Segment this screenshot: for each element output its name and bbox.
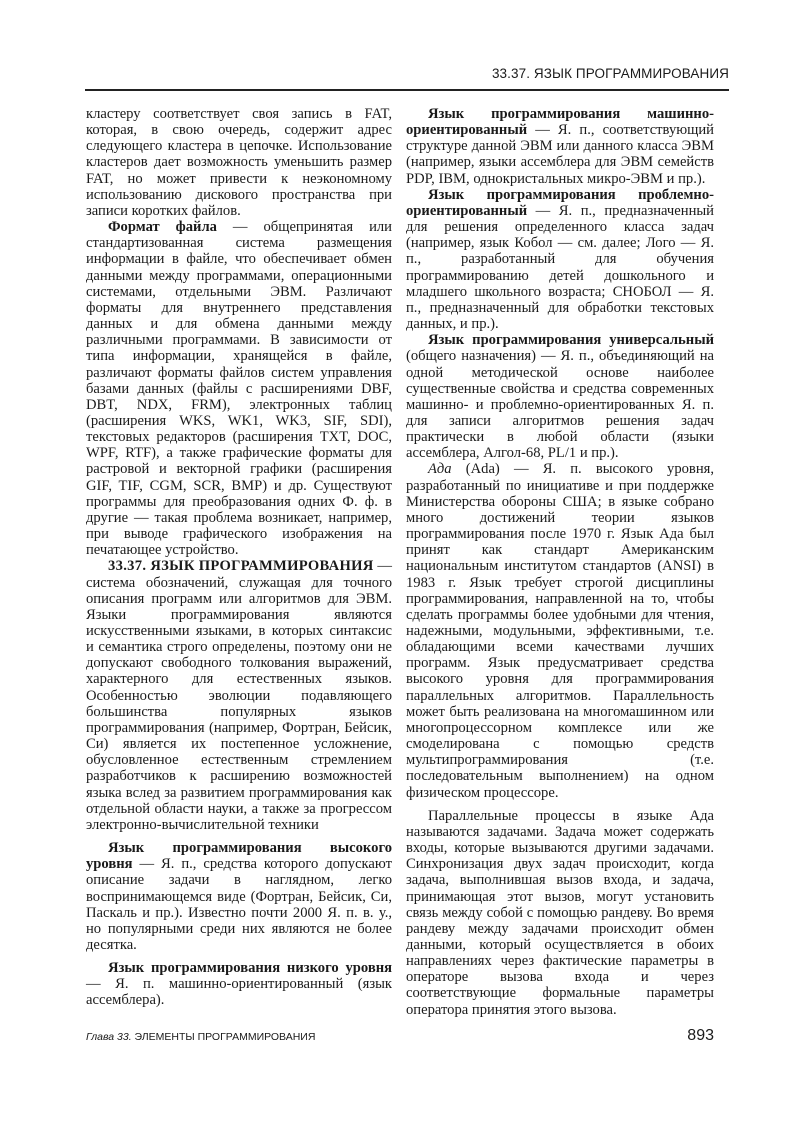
definition-low-level: — Я. п. машинно-ориентированный (язык ассемблера). — [86, 976, 392, 1009]
section-heading: 33.37. ЯЗЫК ПРОГРАММИРОВАНИЯ — [108, 558, 374, 575]
section-definition: — система обозначений, служащая для точного описания программ или алгоритмов для ЭВМ. Языки программирования являются искусственными языками, в которых синтаксис и семантика строго определены, поэтому они не допускают свободного толкования выражений, характерного для естественных языков. Особенностью эволюции подавляющего большинства популярных языков программирования (например, Фортран, Бейсик, Си) является их постепенное усложнение, обусловленное естественным стремлением разработчиков к расширению возможностей языка вслед за развитием программирования как отдельной области науки, а также за прогрессом электронно-вычислительной техники — [86, 558, 392, 833]
definition-universal: (общего назначения) — Я. п., объединяющий на одной методической основе наиболее существенные свойства и средства современных машинно- и проблемно-ориентированных Я. п. для записи алгоритмов решения задач практически в любой области (языки ассемблера, Алгол-68, PL/1 и пр.). — [406, 348, 714, 462]
running-title: 33.37. ЯЗЫК ПРОГРАММИРОВАНИЯ — [491, 66, 729, 81]
definition-file-format: — общепринятая или стандартизованная система размещения информации в файле, что обеспечивает обмен данными между программами, операционными системами, отдельными ЭВМ. Различают форматы для внутреннего представления данных и для обмена данными между различными программами. В зависимости от типа информации, хранящейся в файле, различают форматы файлов систем управления базами данных (файлы с расширениями DBF, DBT, NDX, FRM), электронных таблиц (расширения WKS, WK1, WK3, SIF, SDI), текстовых редакторов (расширения TXT, DOC, WPF, RTF), а также графические форматы для растровой и векторной графики (расширения GIF, TIF, CGM, SCR, BMP) и др. Существуют программы для преобразования одних Ф. ф. в другие — такая проблема возникает, например, при выводе графического изображения на печатающее устройство. — [86, 219, 392, 559]
paragraph-ada — [406, 461, 714, 800]
running-header — [85, 64, 729, 91]
paragraph-machine-oriented — [406, 106, 714, 187]
term-file-format: Формат файла — [108, 219, 217, 236]
paragraph-file-format — [86, 219, 392, 558]
left-column — [86, 106, 392, 1009]
right-column — [406, 106, 714, 1018]
term-universal: Язык программирования универсальный — [428, 332, 714, 349]
term-machine-oriented: Язык программирования машинно-ориентированный — [406, 106, 714, 139]
term-low-level: Язык программирования низкого уровня — [108, 960, 392, 977]
paragraph-problem-oriented — [406, 187, 714, 332]
paragraph-universal — [406, 332, 714, 461]
paragraph-parallel-processes: Параллельные процессы в языке Ада называются задачами. Задача может содержать входы, которые вызываются другими задачами. Синхронизация двух задач происходит, когда задача, выполнившая вызов входа, и задача, принимающая этот вызов, могут установить связь между собой с помощью рандеву. Во время рандеву между задачами происходит обмен данными, который осуществляется в обоих направлениях через фактические параметры в операторе вызова входа и через соответствующие формальные параметры оператора принятия этого вызова. — [406, 807, 714, 1018]
definition-machine-oriented: — Я. п., соответствующий структуре данной ЭВМ или данного класса ЭВМ (например, языки ассемблера для ЭВМ семейств PDP, IBM, однокристальных микро-ЭВМ и пр.). — [406, 122, 714, 187]
paragraph-section-33-37 — [86, 558, 392, 833]
paragraph-high-level — [86, 840, 392, 953]
footer-chapter — [86, 1031, 315, 1043]
term-high-level: Язык программирования высокого уровня — [86, 840, 392, 873]
definition-ada: (Ada) — Я. п. высокого уровня, разработанный по инициативе и при поддержке Министерства обороны США; в языке собрано много достижений теории языков программирования после 1970 г. Язык Ада был принят как стандарт Американским национальным институтом стандартов (ANSI) в 1983 г. Язык требует строгой дисциплины программирования, направленной на то, чтобы сделать программы более удобными для чтения, надежными, модульными, эффективными, т.е. обладающими всеми качествами лучших программ. Язык предусматривает средства высокого уровня для программирования параллельных алгоритмов. Параллельность может быть реализована на многомашинном или многопроцессорном комплексе или же смоделирована с помощью средств мультипрограммирования (т.е. последовательным выполнением) на одном физическом процессоре. — [406, 461, 714, 801]
footer-chapter-title: ЭЛЕМЕНТЫ ПРОГРАММИРОВАНИЯ — [131, 1031, 316, 1043]
paragraph-fat-cluster: кластеру соответствует своя запись в FAT, которая, в свою очередь, содержит адрес следующего кластера в цепочке. Использование кластеров дает возможность уменьшить размер FAT, но может привести к неэкономному использованию дискового пространства при записи коротких файлов. — [86, 106, 392, 219]
footer-chapter-label: Глава 33. — [86, 1031, 132, 1043]
term-problem-oriented: Язык программирования проблемно-ориентированный — [406, 186, 714, 219]
definition-high-level: — Я. п., средства которого допускают описание задачи в наглядном, легко воспринимающемся виде (Фортран, Бейсик, Си, Паскаль и пр.). Известно почти 2000 Я. п. в. у., но популярными среди них являются не более десятка. — [86, 856, 392, 953]
page-number: 893 — [687, 1027, 714, 1044]
term-ada: Ада — [428, 461, 452, 478]
paragraph-low-level — [86, 960, 392, 1008]
definition-problem-oriented: — Я. п., предназначенный для решения определенного класса задач (например, язык Кобол — см. далее; Лого — Я. п., разработанный для обучения программированию детей дошкольного и младшего школьного возраста; СНОБОЛ — Я. п., предназначенный для обработки текстовых данных, и пр.). — [406, 202, 714, 333]
